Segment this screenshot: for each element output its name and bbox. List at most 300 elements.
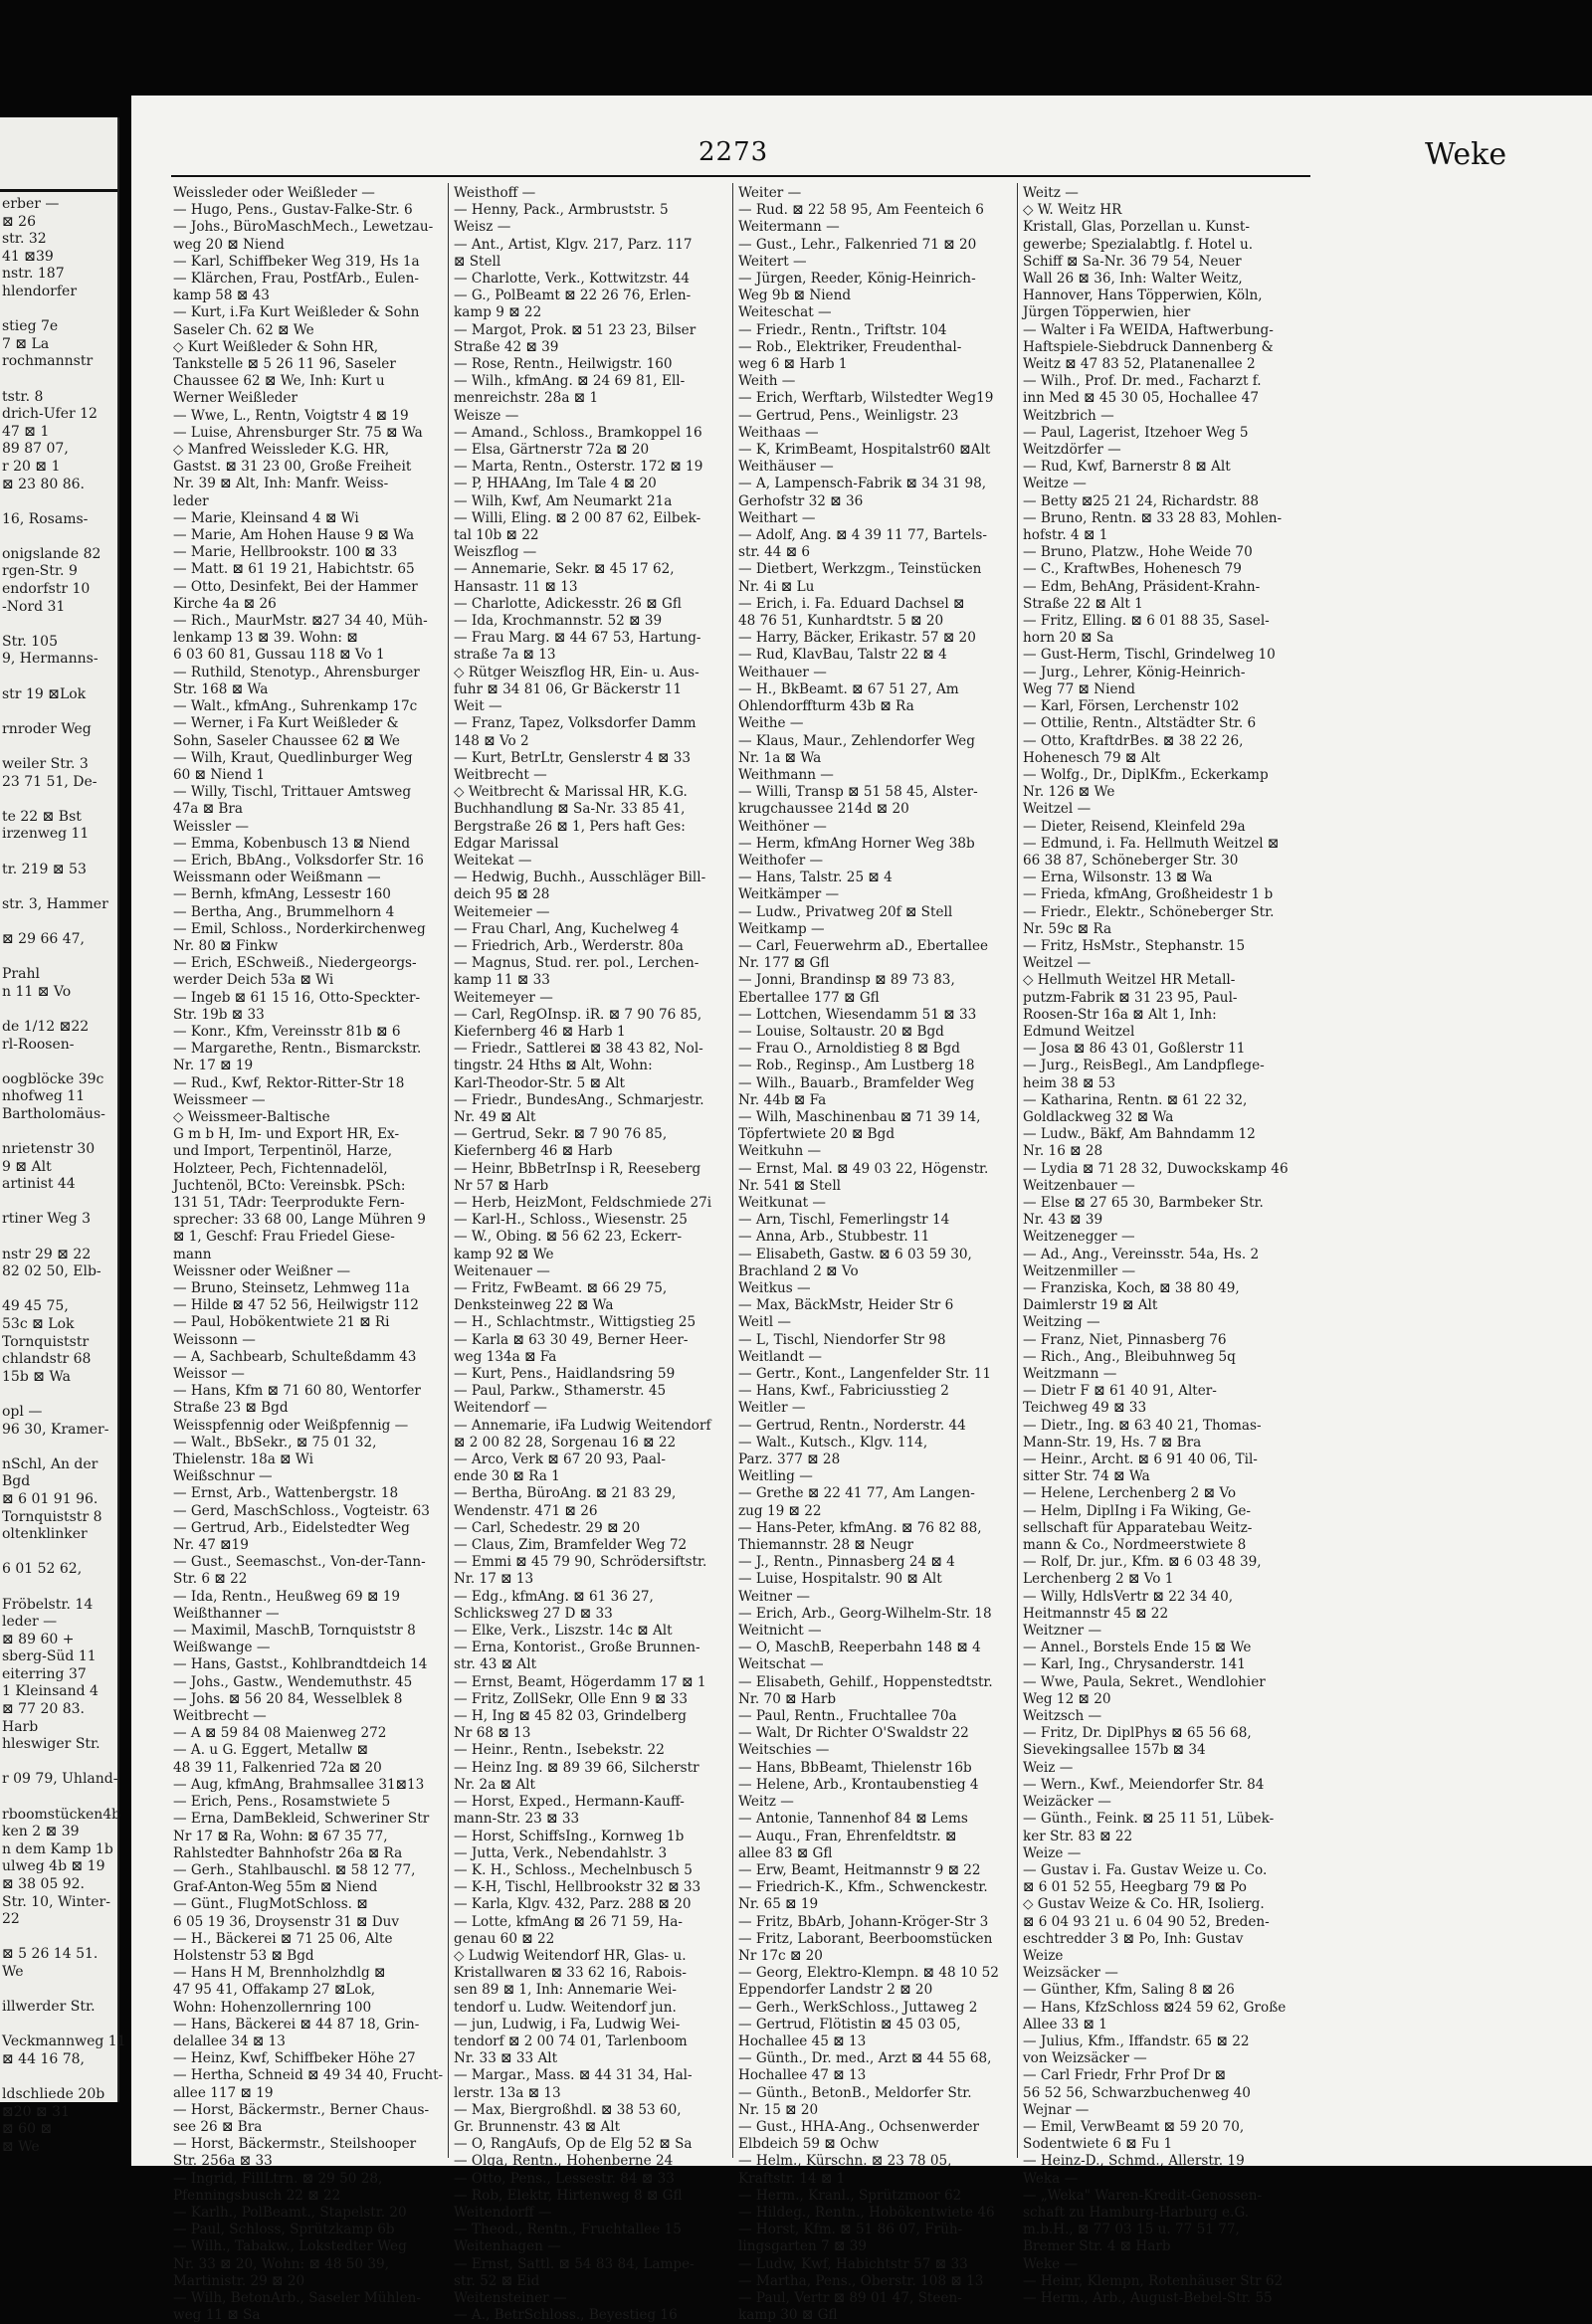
directory-entry-line: Weitschies — xyxy=(738,1742,830,1759)
directory-entry-line: — Bruno, Platzw., Hohe Weide 70 xyxy=(1023,544,1253,561)
directory-entry-line: — Antonie, Tannenhof 84 ⊠ Lems xyxy=(738,1811,968,1828)
left-page-line xyxy=(0,913,117,931)
directory-entry-line: Hansastr. 11 ⊠ 13 xyxy=(454,578,578,595)
directory-entry-line: Weisthoff — xyxy=(454,185,536,201)
directory-entry-line: — Paul, Parkw., Sthamerstr. 45 xyxy=(454,1383,667,1400)
directory-entry-line: Weitner — xyxy=(738,1588,810,1605)
directory-entry-line: Weitl — xyxy=(738,1314,791,1331)
directory-entry-line: — Gustav i. Fa. Gustav Weize u. Co. xyxy=(1023,1861,1268,1878)
directory-entry-line: — Frau Marg. ⊠ 44 67 53, Hartung- xyxy=(454,630,701,647)
left-page-line xyxy=(0,1386,117,1404)
directory-entry-line: — Erna, Wilsonstr. 13 ⊠ Wa xyxy=(1023,870,1213,886)
directory-entry-line: — Carl, Schedestr. 29 ⊠ 20 xyxy=(454,1519,641,1536)
directory-entry-line: — Fritz, FwBeamt. ⊠ 66 29 75, xyxy=(454,1280,668,1296)
column-2 xyxy=(454,185,722,2324)
directory-entry-line: genau 60 ⊠ 22 xyxy=(454,1930,555,1947)
directory-entry-line: Weissler — xyxy=(173,818,250,835)
left-page-line xyxy=(0,1054,117,1071)
left-page-line: Prahl xyxy=(2,966,40,983)
directory-entry-line: Werner Weißleder xyxy=(173,390,298,407)
directory-entry-line: Thiemannstr. 28 ⊠ Neugr xyxy=(738,1537,914,1554)
directory-entry-line: — Rud, Kwf, Barnerstr 8 ⊠ Alt xyxy=(1023,459,1231,476)
directory-entry-line: — Walt, Dr Richter O'Swaldstr 22 xyxy=(738,1725,969,1742)
directory-entry-line: — Carl, Feuerwehrm aD., Ebertallee xyxy=(738,937,989,954)
left-page-line: irzenweg 11 xyxy=(2,826,90,843)
directory-entry-line: — Edg., kfmAng. ⊠ 61 36 27, xyxy=(454,1588,654,1605)
directory-entry-line: — Wilh, Kwf, Am Neumarkt 21a xyxy=(454,492,673,509)
directory-entry-line: — Johs. ⊠ 56 20 84, Wesselblek 8 xyxy=(173,1690,403,1707)
directory-entry-line: — Karlh., PolBeamt., Stapelstr. 20 xyxy=(173,2204,407,2221)
left-page-fragment xyxy=(0,117,126,2155)
directory-entry-line: — Fritz, Laborant, Beerboomstücken xyxy=(738,1930,993,1947)
column-divider xyxy=(1017,183,1018,2158)
directory-entry-line: — Elsa, Gärtnerstr 72a ⊠ 20 xyxy=(454,442,650,459)
directory-entry-line: heim 38 ⊠ 53 xyxy=(1023,1074,1115,1091)
directory-entry-line: Thielenstr. 18a ⊠ Wi xyxy=(173,1452,313,1468)
directory-entry-line: — Rolf, Dr. jur., Kfm. ⊠ 6 03 48 39, xyxy=(1023,1554,1262,1571)
directory-entry-line: — Wern., Kwf., Meiendorfer Str. 84 xyxy=(1023,1776,1265,1793)
directory-entry-line: Nr. 70 ⊠ Harb xyxy=(738,1690,837,1707)
directory-entry-line: ker Str. 83 ⊠ 22 xyxy=(1023,1828,1133,1844)
directory-entry-line: 47 95 41, Offakamp 27 ⊠Lok, xyxy=(173,1982,376,1999)
directory-entry-line: eschtredder 3 ⊠ Po, Inh: Gustav xyxy=(1023,1930,1244,1947)
directory-entry-line: Weisspfennig oder Weißpfennig — xyxy=(173,1417,409,1434)
directory-entry-line: straße 7a ⊠ 13 xyxy=(454,647,556,664)
directory-entry-line: Weitert — xyxy=(738,253,807,270)
directory-entry-line: — Claus, Zim, Bramfelder Weg 72 xyxy=(454,1537,688,1554)
directory-entry-line: werder Deich 53a ⊠ Wi xyxy=(173,972,334,989)
directory-entry-line: — Wilh, Maschinenbau ⊠ 71 39 14, xyxy=(738,1108,981,1125)
directory-entry-line: Weitz — xyxy=(738,1794,794,1811)
directory-entry-line: — Ad., Ang., Vereinsstr. 54a, Hs. 2 xyxy=(1023,1246,1260,1262)
directory-entry-line: — Emil, VerwBeamt ⊠ 59 20 70, xyxy=(1023,2118,1245,2135)
left-page-line xyxy=(0,738,117,756)
directory-entry-line: — Fritz, Elling. ⊠ 6 01 88 35, Sasel- xyxy=(1023,613,1270,630)
directory-entry-line: — A. u G. Eggert, Metallw ⊠ xyxy=(173,1742,369,1759)
directory-entry-line: — H., Bäckerei ⊠ 71 25 06, Alte xyxy=(173,1930,393,1947)
directory-entry-line: — Gertrud, Arb., Eidelstedter Weg xyxy=(173,1519,410,1536)
directory-entry-line: Juchtenöl, BCto: Vereinsbk. PSch: xyxy=(173,1177,406,1194)
left-page-line: leder — xyxy=(2,1614,58,1631)
directory-entry-line: — Dietr F ⊠ 61 40 91, Alter- xyxy=(1023,1383,1217,1400)
directory-entry-line: — Willi, Eling. ⊠ 2 00 87 62, Eilbek- xyxy=(454,509,701,526)
directory-entry-line: ◇ Ludwig Weitendorf HR, Glas- u. xyxy=(454,1947,687,1964)
directory-entry-line: — Dietr., Ing. ⊠ 63 40 21, Thomas- xyxy=(1023,1417,1262,1434)
directory-entry-line: — Helene, Arb., Krontaubenstieg 4 xyxy=(738,1776,979,1793)
left-page-line xyxy=(0,669,117,686)
directory-entry-line: — Ottilie, Rentn., Altstädter Str. 6 xyxy=(1023,715,1257,732)
left-page-line: stieg 7e xyxy=(2,318,59,335)
directory-entry-line: — Jurg., Lehrer, König-Heinrich- xyxy=(1023,664,1246,680)
directory-entry-line: 48 76 51, Kunhardtstr. 5 ⊠ 20 xyxy=(738,613,944,630)
directory-entry-line: Weissner oder Weißner — xyxy=(173,1262,351,1279)
directory-entry-line: Weissmeer — xyxy=(173,1091,266,1108)
directory-entry-line: — Heinr., Archt. ⊠ 6 91 40 06, Til- xyxy=(1023,1452,1258,1468)
left-page-line: Bgd xyxy=(2,1473,31,1490)
directory-entry-line: ◇ Gustav Weize & Co. HR, Isolierg. xyxy=(1023,1896,1265,1913)
directory-entry-line: — Edm, BehAng, Präsident-Krahn- xyxy=(1023,578,1261,595)
directory-entry-line: Weithaas — xyxy=(738,424,819,441)
left-page-line: ⊠ 60 ⊠ xyxy=(2,2121,53,2138)
left-page-line: nstr 29 ⊠ 22 xyxy=(2,1246,92,1262)
left-page-line: r 09 79, Uhland- xyxy=(2,1771,118,1788)
directory-entry-line: Ebertallee 177 ⊠ Gfl xyxy=(738,989,880,1006)
directory-entry-line: — Jurg., ReisBegl., Am Landpflege- xyxy=(1023,1058,1265,1074)
directory-entry-line: Str. 256a ⊠ 33 xyxy=(173,2153,273,2170)
directory-entry-line: — Ludw., Bäkf, Am Bahndamm 12 xyxy=(1023,1126,1256,1143)
directory-entry-line: 148 ⊠ Vo 2 xyxy=(454,732,529,749)
directory-entry-line: — Frieda, kfmAng, Großheidestr 1 b xyxy=(1023,886,1274,903)
directory-entry-line: Nr. 16 ⊠ 28 xyxy=(1023,1143,1103,1160)
directory-entry-line: 60 ⊠ Niend 1 xyxy=(173,766,266,783)
directory-entry-line: 66 38 87, Schöneberger Str. 30 xyxy=(1023,852,1239,869)
left-page-line: eiterring 37 xyxy=(2,1665,87,1682)
left-page-line: ken 2 ⊠ 39 xyxy=(2,1824,80,1840)
directory-entry-line: Weg 12 ⊠ 20 xyxy=(1023,1690,1111,1707)
left-page-rule xyxy=(0,189,117,192)
directory-entry-line: — Horst, Exped., Hermann-Kauff- xyxy=(454,1794,685,1811)
directory-entry-line: Nr. 177 ⊠ Gfl xyxy=(738,955,830,972)
directory-entry-line: Weißschnur — xyxy=(173,1468,273,1485)
directory-entry-line: ⊠ Stell xyxy=(454,253,501,270)
left-page-line: hlendorfer xyxy=(2,283,78,299)
directory-entry-line: — Walt., Kutsch., Klgv. 114, xyxy=(738,1434,928,1451)
directory-entry-line: — Gertrud, Sekr. ⊠ 7 90 76 85, xyxy=(454,1126,668,1143)
directory-entry-line: — Ernst, Mal. ⊠ 49 03 22, Högenstr. xyxy=(738,1160,989,1177)
left-page-line: tstr. 8 xyxy=(2,388,44,405)
directory-entry-line: — Rich., MaurMstr. ⊠27 34 40, Müh- xyxy=(173,613,428,630)
directory-entry-line: — Herm, kfmAng Horner Weg 38b xyxy=(738,835,975,852)
directory-entry-line: — Erich, i. Fa. Eduard Dachsel ⊠ xyxy=(738,595,965,612)
left-page-line: n dem Kamp 1b xyxy=(2,1840,113,1857)
directory-entry-line: — Bertha, Ang., Brummelhorn 4 xyxy=(173,903,395,920)
left-page-line: ulweg 4b ⊠ 19 xyxy=(2,1858,105,1875)
directory-entry-line: — Bernh, kfmAng, Lessestr 160 xyxy=(173,886,391,903)
directory-entry-line: — Elisabeth, Gastw. ⊠ 6 03 59 30, xyxy=(738,1246,972,1262)
left-page-line xyxy=(0,616,117,634)
left-page-line: 47 ⊠ 1 xyxy=(2,423,50,440)
directory-entry-line: Roosen-Str 16a ⊠ Alt 1, Inh: xyxy=(1023,1006,1217,1023)
column-divider xyxy=(732,183,733,2158)
directory-entry-line: — Willy, HdlsVertr ⊠ 22 34 40, xyxy=(1023,1588,1234,1605)
directory-entry-line: Weitzenmiller — xyxy=(1023,1262,1136,1279)
directory-entry-line: Weissmann oder Weißmann — xyxy=(173,870,381,886)
directory-entry-line: Weitkus — xyxy=(738,1280,811,1296)
directory-entry-line: — Lottchen, Wiesendamm 51 ⊠ 33 xyxy=(738,1006,977,1023)
directory-entry-line: gewerbe; Spezialabtlg. f. Hotel u. xyxy=(1023,236,1254,253)
directory-entry-line: Weitkuhn — xyxy=(738,1143,822,1160)
directory-entry-line: Sievekingsallee 157b ⊠ 34 xyxy=(1023,1742,1206,1759)
directory-entry-line: — Marie, Am Hohen Hause 9 ⊠ Wa xyxy=(173,527,415,544)
directory-entry-line: Weisze — xyxy=(454,407,519,424)
directory-entry-line: — Hans, KfzSchloss ⊠24 59 62, Große xyxy=(1023,1999,1287,2016)
directory-entry-line: — Harry, Bäcker, Erikastr. 57 ⊠ 20 xyxy=(738,630,976,647)
directory-entry-line: — Ernst, Beamt, Högerdamm 17 ⊠ 1 xyxy=(454,1673,706,1690)
directory-entry-line: sitter Str. 74 ⊠ Wa xyxy=(1023,1468,1150,1485)
directory-entry-line: Weithmann — xyxy=(738,766,834,783)
column-4 xyxy=(1023,185,1292,2306)
directory-entry-line: Weissonn — xyxy=(173,1331,256,1348)
directory-entry-line: tingstr. 24 Hths ⊠ Alt, Wohn: xyxy=(454,1058,653,1074)
left-page-text xyxy=(0,196,126,2157)
left-page-line: nstr. 187 xyxy=(2,266,65,283)
directory-entry-line: Nr. 2a ⊠ Alt xyxy=(454,1776,535,1793)
directory-entry-line: allee 83 ⊠ Gfl xyxy=(738,1844,833,1861)
directory-entry-line: Weithöner — xyxy=(738,818,827,835)
directory-entry-line: Weitzing — xyxy=(1023,1314,1100,1331)
directory-entry-line: — Wilh, Kraut, Quedlinburger Weg xyxy=(173,749,413,766)
left-page-line xyxy=(0,878,117,896)
directory-entry-line: — K. H., Schloss., Mechelnbusch 5 xyxy=(454,1861,693,1878)
directory-entry-line: 6 05 19 36, Droysenstr 31 ⊠ Duv xyxy=(173,1913,400,1930)
directory-entry-line: — Paul, Vertr ⊠ 89 01 47, Steen- xyxy=(738,2289,962,2306)
directory-entry-line: — Ingrid, FillLtrn. ⊠ 29 50 28, xyxy=(173,2170,383,2187)
left-page-line: 7 ⊠ La xyxy=(2,335,50,352)
directory-entry-line: — Kurt, BetrLtr, Genslerstr 4 ⊠ 33 xyxy=(454,749,692,766)
directory-entry-line: — Bruno, Steinsetz, Lehmweg 11a xyxy=(173,1280,410,1296)
directory-entry-line: — Walt., kfmAng., Suhrenkamp 17c xyxy=(173,698,418,715)
left-page-line: 16, Rosams- xyxy=(2,510,89,527)
directory-entry-line: G m b H, Im- und Export HR, Ex- xyxy=(173,1126,400,1143)
directory-entry-line: — Martha, Pens., Oberstr. 108 ⊠ 13 xyxy=(738,2272,984,2289)
directory-entry-line: — Marie, Kleinsand 4 ⊠ Wi xyxy=(173,509,359,526)
directory-entry-line: — Carl Friedr, Frhr Prof Dr ⊠ xyxy=(1023,2067,1227,2084)
directory-entry-line: — Walt., BbSekr., ⊠ 75 01 32, xyxy=(173,1434,377,1451)
directory-entry-line: Wejnar — xyxy=(1023,2101,1090,2118)
directory-entry-line: — Rud., Kwf, Rektor-Ritter-Str 18 xyxy=(173,1074,405,1091)
page-number: 2273 xyxy=(698,137,769,167)
directory-entry-line: — Karl-H., Schloss., Wiesenstr. 25 xyxy=(454,1212,688,1229)
directory-entry-line: — Frau Charl, Ang, Kuchelweg 4 xyxy=(454,920,680,937)
left-page-line: ⊠ We xyxy=(2,2138,40,2155)
directory-entry-line: — Annemarie, iFa Ludwig Weitendorf xyxy=(454,1417,711,1434)
left-page-line: Str. 10, Winter- xyxy=(2,1893,110,1910)
directory-entry-line: Weissor — xyxy=(173,1366,245,1383)
left-page-line: rnroder Weg xyxy=(2,720,92,737)
directory-entry-line: tendorf ⊠ 2 00 74 01, Tarlenboom xyxy=(454,2033,688,2049)
directory-entry-line: Weize — xyxy=(1023,1844,1082,1861)
directory-entry-line: — Karl, Ing., Chrysanderstr. 141 xyxy=(1023,1656,1246,1673)
left-page-line: -Nord 31 xyxy=(2,598,66,615)
directory-entry-line: — Bertha, BüroAng. ⊠ 21 83 29, xyxy=(454,1485,677,1502)
directory-entry-line: Wendenstr. 471 ⊠ 26 xyxy=(454,1502,598,1519)
directory-entry-line: — Jutta, Verk., Nebendahlstr. 3 xyxy=(454,1844,668,1861)
left-page-line: oltenklinker xyxy=(2,1526,88,1543)
directory-entry-line: — Henny, Pack., Armbruststr. 5 xyxy=(454,202,669,219)
directory-entry-line: kamp 30 ⊠ Gfl xyxy=(738,2307,838,2324)
directory-entry-line: — Erw, Beamt, Heitmannstr 9 ⊠ 22 xyxy=(738,1861,981,1878)
directory-entry-line: — H., Schlachtmstr., Wittigstieg 25 xyxy=(454,1314,696,1331)
directory-entry-line: Nr. 541 ⊠ Stell xyxy=(738,1177,842,1194)
directory-entry-line: — Else ⊠ 27 65 30, Barmbeker Str. xyxy=(1023,1194,1264,1211)
left-page-line: 49 45 75, xyxy=(2,1298,69,1315)
directory-entry-line: ◇ Hellmuth Weitzel HR Metall- xyxy=(1023,972,1236,989)
left-page-line: chlandstr 68 xyxy=(2,1351,92,1368)
left-page-line: ⊠ 6 01 91 96. xyxy=(2,1490,99,1507)
directory-entry-line: — Karl, Schiffbeker Weg 319, Hs 1a xyxy=(173,253,420,270)
directory-entry-line: ⊠ 6 04 93 21 u. 6 04 90 52, Breden- xyxy=(1023,1913,1270,1930)
directory-entry-line: — Hans H M, Brennholzhdlg ⊠ xyxy=(173,1965,386,1982)
directory-entry-line: — Gertrud, Pens., Weinligstr. 23 xyxy=(738,407,959,424)
directory-entry-line: — Heinr, Klempn, Rotenhäuser Str 62 xyxy=(1023,2272,1284,2289)
directory-entry-line: — Marta, Rentn., Osterstr. 172 ⊠ 19 xyxy=(454,459,703,476)
directory-entry-line: Weithofer — xyxy=(738,852,824,869)
directory-entry-line: — J., Rentn., Pinnasberg 24 ⊠ 4 xyxy=(738,1554,955,1571)
left-page-line: r 20 ⊠ 1 xyxy=(2,458,61,475)
directory-entry-line: — Maximil, MaschB, Tornquiststr 8 xyxy=(173,1623,416,1640)
directory-entry-line: — Heinz, Kwf, Schiffbeker Höhe 27 xyxy=(173,2050,416,2067)
directory-entry-line: — Arco, Verk ⊠ 67 20 93, Paal- xyxy=(454,1452,666,1468)
directory-entry-line: — Jonni, Brandinsp ⊠ 89 73 83, xyxy=(738,972,955,989)
directory-entry-line: — Elisabeth, Gehilf., Hoppenstedtstr. xyxy=(738,1673,993,1690)
directory-entry-line: — Fritz, BbArb, Johann-Kröger-Str 3 xyxy=(738,1913,989,1930)
directory-entry-line: Nr. 49 ⊠ Alt xyxy=(454,1108,536,1125)
directory-entry-line: Buchhandlung ⊠ Sa-Nr. 33 85 41, xyxy=(454,801,686,818)
directory-entry-line: — Wolfg., Dr., DiplKfm., Eckerkamp xyxy=(1023,766,1269,783)
left-page-line: te 22 ⊠ Bst xyxy=(2,808,82,825)
directory-entry-line: Weiszflog — xyxy=(454,544,537,561)
left-page-line xyxy=(0,2017,117,2034)
directory-entry-line: Weitermann — xyxy=(738,219,840,236)
directory-entry-line: Schiff ⊠ Sa-Nr. 36 79 54, Neuer xyxy=(1023,253,1242,270)
directory-entry-line: — Werner, i Fa Kurt Weißleder & xyxy=(173,715,399,732)
directory-entry-line: Ohlendorffturm 43b ⊠ Ra xyxy=(738,698,914,715)
left-page-line xyxy=(0,844,117,862)
directory-entry-line: — Hildeg., Rentn., Hobökentwiete 46 xyxy=(738,2204,995,2221)
directory-entry-line: Weisz — xyxy=(454,219,511,236)
left-page-line: We xyxy=(2,1963,24,1980)
left-page-line: 23 71 51, De- xyxy=(2,773,98,790)
directory-entry-line: Nr. 33 ⊠ 20, Wohn: ⊠ 48 50 39, xyxy=(173,2255,390,2272)
directory-entry-line: Nr. 39 ⊠ Alt, Inh: Manfr. Weiss- xyxy=(173,476,389,492)
left-page-line xyxy=(0,1229,117,1247)
directory-entry-line: — Walter i Fa WEIDA, Haftwerbung- xyxy=(1023,321,1274,338)
directory-entry-line: — Johs., BüroMaschMech., Lewetzau- xyxy=(173,219,434,236)
directory-entry-line: — Ida, Krochmannstr. 52 ⊠ 39 xyxy=(454,613,663,630)
left-page-line: Harb xyxy=(2,1718,39,1735)
left-page-line: rochmannstr xyxy=(2,353,94,370)
left-page-line: sberg-Süd 11 xyxy=(2,1648,97,1665)
directory-entry-line: — Hedwig, Buchh., Ausschläger Bill- xyxy=(454,870,706,886)
directory-entry-line: — Luise, Ahrensburger Str. 75 ⊠ Wa xyxy=(173,424,423,441)
directory-entry-line: Straße 23 ⊠ Bgd xyxy=(173,1400,289,1417)
directory-entry-line: — Paul, Hobökentwiete 21 ⊠ Ri xyxy=(173,1314,390,1331)
directory-entry-line: — Gust., HHA-Ang., Ochsenwerder xyxy=(738,2118,979,2135)
left-page-line xyxy=(0,1001,117,1019)
directory-entry-line: Weith — xyxy=(738,373,796,390)
directory-entry-line: — Karla, Klgv. 432, Parz. 288 ⊠ 20 xyxy=(454,1896,692,1913)
directory-entry-line: — Rud, KlavBau, Talstr 22 ⊠ 4 xyxy=(738,647,947,664)
directory-entry-line: — Friedr., BundesAng., Schmarjestr. xyxy=(454,1091,704,1108)
directory-entry-line: Weissleder oder Weißleder — xyxy=(173,185,375,201)
directory-entry-line: Töpfertwiete 20 ⊠ Bgd xyxy=(738,1126,896,1143)
directory-entry-line: sellschaft für Apparatebau Weitz- xyxy=(1023,1519,1253,1536)
directory-entry-line: — Heinr., Rentn., Isebekstr. 22 xyxy=(454,1742,665,1759)
left-page-line: Bartholomäus- xyxy=(2,1105,105,1122)
left-page-line: 9 ⊠ Alt xyxy=(2,1158,52,1175)
directory-entry-line: — Friedrich-K., Kfm., Schwenckestr. xyxy=(738,1879,988,1896)
directory-entry-line: Weitzel — xyxy=(1023,801,1092,818)
directory-entry-line: — Annemarie, Sekr. ⊠ 45 17 62, xyxy=(454,561,675,578)
left-page-line: 15b ⊠ Wa xyxy=(2,1368,71,1385)
directory-entry-line: Weiz — xyxy=(1023,1759,1074,1776)
directory-entry-line: Nr 57 ⊠ Harb xyxy=(454,1177,549,1194)
directory-entry-line: Daimlerstr 19 ⊠ Alt xyxy=(1023,1297,1158,1314)
directory-entry-line: von Weizsäcker — xyxy=(1023,2050,1147,2067)
directory-entry-line: — Anna, Arb., Stubbestr. 11 xyxy=(738,1229,930,1246)
directory-entry-line: — Ida, Rentn., Heußweg 69 ⊠ 19 xyxy=(173,1588,401,1605)
directory-entry-line: Nr. 65 ⊠ 19 xyxy=(738,1896,819,1913)
directory-entry-line: Weitzbrich — xyxy=(1023,407,1114,424)
directory-entry-line: — Wilh., Prof. Dr. med., Facharzt f. xyxy=(1023,373,1262,390)
directory-entry-line: — Hertha, Schneid ⊠ 49 34 40, Frucht- xyxy=(173,2067,444,2084)
directory-entry-line: Nr. 1a ⊠ Wa xyxy=(738,749,822,766)
directory-entry-line: Weitenhagen — xyxy=(454,2238,561,2255)
directory-entry-line: — Hans, BbBeamt, Thielenstr 16b xyxy=(738,1759,972,1776)
directory-entry-line: — H, Ing ⊠ 45 82 03, Grindelberg xyxy=(454,1708,687,1725)
directory-entry-line: — Horst, Bäckermstr., Steilshooper xyxy=(173,2136,417,2153)
directory-entry-line: Straße 22 ⊠ Alt 1 xyxy=(1023,595,1143,612)
directory-entry-line: — Julius, Kfm., Iffandstr. 65 ⊠ 22 xyxy=(1023,2033,1250,2049)
directory-entry-line: Saseler Ch. 62 ⊠ We xyxy=(173,321,314,338)
directory-entry-line: Weg 77 ⊠ Niend xyxy=(1023,680,1136,697)
directory-entry-line: Sohn, Saseler Chaussee 62 ⊠ We xyxy=(173,732,400,749)
left-page-line: opl — xyxy=(2,1403,43,1420)
directory-entry-line: Weize xyxy=(1023,1947,1064,1964)
directory-entry-line: 56 52 56, Schwarzbuchenweg 40 xyxy=(1023,2084,1251,2101)
directory-entry-line: — Helm, DiplIng i Fa Wiking, Ge- xyxy=(1023,1502,1252,1519)
directory-entry-line: Rahlstedter Bahnhofstr 26a ⊠ Ra xyxy=(173,1844,403,1861)
directory-entry-line: — Marie, Hellbrookstr. 100 ⊠ 33 xyxy=(173,544,398,561)
directory-entry-line: — Heinz-D., Schmd., Allerstr. 19 xyxy=(1023,2153,1245,2170)
directory-entry-line: — Magnus, Stud. rer. pol., Lerchen- xyxy=(454,955,699,972)
directory-entry-line: — Otto, Desinfekt, Bei der Hammer xyxy=(173,578,418,595)
directory-entry-line: — „Weka" Waren-Kredit-Genossen- xyxy=(1023,2187,1263,2204)
directory-entry-line: str. 44 ⊠ 6 xyxy=(738,544,811,561)
left-page-line: str 19 ⊠Lok xyxy=(2,685,87,702)
left-page-line xyxy=(0,703,117,721)
directory-entry-line: — Ingeb ⊠ 61 15 16, Otto-Speckter- xyxy=(173,989,421,1006)
left-page-line: Fröbelstr. 14 xyxy=(2,1596,94,1613)
left-page-line: drich-Ufer 12 xyxy=(2,406,98,423)
directory-entry-line: — Hans, Gastst., Kohlbrandtdeich 14 xyxy=(173,1656,428,1673)
directory-entry-line: schaft zu Hamburg-Harburg e.G. xyxy=(1023,2204,1250,2221)
directory-entry-line: Holzteer, Pech, Fichtennadelöl, xyxy=(173,1160,388,1177)
directory-entry-line: weg 11 ⊠ Sa xyxy=(173,2307,261,2324)
directory-entry-line: Weitemeier — xyxy=(454,903,550,920)
directory-entry-line: — Karl, Försen, Lerchenstr 102 xyxy=(1023,698,1240,715)
directory-entry-line: Weitler — xyxy=(738,1400,806,1417)
directory-entry-line: Weitzel — xyxy=(1023,955,1092,972)
left-page-line xyxy=(0,301,117,319)
directory-entry-line: kamp 92 ⊠ We xyxy=(454,1246,554,1262)
directory-entry-line: — Max, BäckMstr, Heider Str 6 xyxy=(738,1297,954,1314)
directory-entry-line: — Hans, Kfm ⊠ 71 60 80, Wentorfer xyxy=(173,1383,421,1400)
directory-entry-line: Str. 6 ⊠ 22 xyxy=(173,1571,248,1588)
left-page-line: 96 30, Kramer- xyxy=(2,1421,109,1438)
directory-entry-line: Hannover, Hans Töpperwien, Köln, xyxy=(1023,288,1263,304)
directory-entry-line: — Gertrud, Flötistin ⊠ 45 03 05, xyxy=(738,2016,961,2033)
directory-entry-line: delallee 34 ⊠ 13 xyxy=(173,2033,286,2049)
directory-entry-line: — Erich, ESchweiß., Niedergeorgs- xyxy=(173,955,417,972)
directory-entry-line: tal 10b ⊠ 22 xyxy=(454,527,539,544)
directory-entry-line: Weitz ⊠ 47 83 52, Platanenallee 2 xyxy=(1023,356,1256,373)
directory-entry-line: Nr. 80 ⊠ Finkw xyxy=(173,937,279,954)
directory-entry-line: Nr. 33 ⊠ 33 Alt xyxy=(454,2050,558,2067)
directory-entry-line: — Betty ⊠25 21 24, Richardstr. 88 xyxy=(1023,492,1260,509)
directory-entry-line: deich 95 ⊠ 28 xyxy=(454,886,550,903)
directory-entry-line: — Erna, Kontorist., Große Brunnen- xyxy=(454,1640,700,1656)
